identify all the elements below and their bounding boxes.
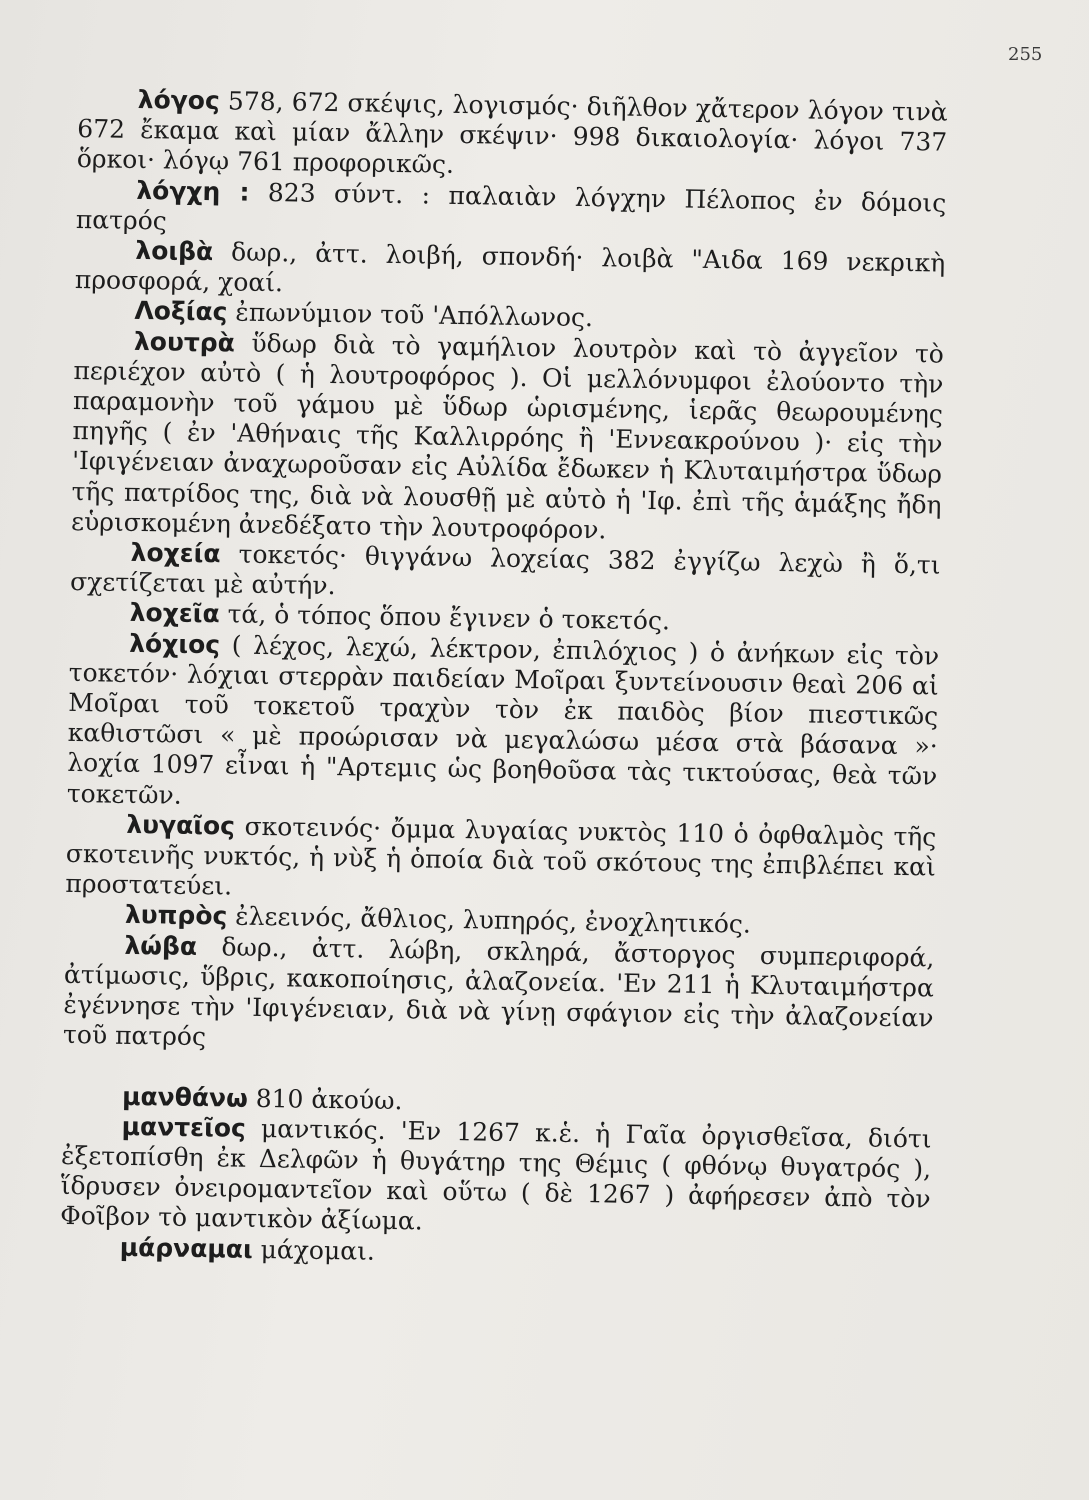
headword: λουτρὰ [133, 326, 236, 358]
definition: μάχομαι. [260, 1234, 376, 1266]
entry-logos [77, 84, 948, 188]
headword: μανθάνω [121, 1081, 249, 1113]
definition: ὕδωρ διὰ τὸ γαμήλιον λουτρὸν καὶ τὸ ἀγγεῖον τὸ περιέχον αὐτὸ ( ἡ λουτροφόρος ). Οἱ μελλόνυμφοι ἐλούοντο τὴν παραμονὴν τοῦ γάμου μὲ ὕδωρ ὡρισμένης, ἱερᾶς θεωρουμένης πηγῆς ( ἐν 'Αθήναις τῆς Καλλιρρόης ἢ 'Εννεακρούνου )· εἰς τὴν 'Ιφιγένειαν ἀναχωροῦσαν εἰς Αὐλίδα ἔδωκεν ἡ Κλυταιμήστρα ὕδωρ τῆς πατρίδος της, διὰ νὰ λουσθῇ μὲ αὐτὸ ἡ 'Ιφ. ἐπὶ τῆς ἁμάξης ἤδη εὑρισκομένη ἀνεδέξατο τὴν λουτροφόρον. [70, 328, 945, 545]
headword: λώβα [124, 930, 198, 961]
definition: 810 ἀκούω. [255, 1083, 403, 1115]
headword: μαντεῖος [121, 1111, 247, 1143]
headword: μάρναμαι [119, 1232, 253, 1264]
headword: λυπρὸς [124, 900, 228, 931]
entry-loutra [71, 326, 944, 551]
definition: τά, ὁ τόπος ὅπου ἔγινεν ὁ τοκετός. [227, 599, 671, 636]
headword: λοχεία [130, 537, 221, 569]
entry-manteios [60, 1111, 932, 1245]
headword: λοχεῖα [129, 598, 220, 629]
definition: δωρ., ἀττ. λώβη, σκληρά, ἄστοργος συμπεριφορά, ἀτίμωσις, ὕβρις, κακοποίησις, ἀλαζονεία. 'Εν 211 ἡ Κλυταιμήστρα ἐγέννησε τὴν 'Ιφιγένειαν, διὰ νὰ γίνῃ σφάγιον εἰς τὴν ἀλαζονείαν τοῦ πατρός [62, 932, 935, 1052]
headword: Λοξίας [134, 296, 228, 327]
definition: σκοτεινός· ὄμμα λυγαίας νυκτὸς 110 ὁ ὀφθαλμὸς τῆς σκοτεινῆς νυκτός, ἡ νὺξ ἡ ὁποία διὰ τοῦ σκότους της ἐπιβλέπει καὶ προστατεύει. [65, 811, 937, 901]
definition: 578, 672 σκέψις, λογισμός· διῆλθον χἄτερον λόγον τινὰ 672 ἔκαμα καὶ μίαν ἄλλην σκέψιν· 998 δικαιολογία· λόγοι 737 ὅρκοι· λόγῳ 761 προφορικῶς. [76, 86, 948, 180]
definition: τοκετός· θιγγάνω λοχείας 382 ἐγγίζω λεχὼ ἢ ὅ,τι σχετίζεται μὲ αὐτήν. [69, 539, 941, 601]
definition: δωρ., ἀττ. λοιβή, σπονδή· λοιβὰ "Αιδα 169 νεκρικὴ προσφορά, χοαί. [74, 237, 946, 298]
entry-lygaios [65, 809, 936, 913]
definition: ( λέχος, λεχώ, λέκτρον, ἐπιλόχιος ) ὁ ἀνήκων εἰς τὸν τοκετόν· λόχιαι στερρὰν παιδείαν Μοῖραι ξυντείνουσιν θεαὶ 206 αἱ Μοῖραι τοῦ τοκετοῦ τραχὺν τὸν ἐκ παιδὸς βίον πιεστικῶς καθιστῶσι « μὲ προώρισαν νὰ μεγαλώσω μέσα στὰ βάσανα »· λοχία 1097 εἶναι ἡ "Αρτεμις ὡς βοηθοῦσα τὰς τικτούσας, θεὰ τῶν τοκετῶν. [66, 630, 940, 810]
dictionary-text [60, 84, 948, 1275]
headword: λόχιος [128, 628, 221, 659]
entry-loba [63, 930, 935, 1064]
definition: ἐλεεινός, ἄθλιος, λυπηρός, ἐνοχλητικός. [235, 902, 752, 940]
page-number: 255 [1008, 44, 1043, 65]
headword: λοιβὰ [135, 235, 214, 267]
headword: λόγος [137, 84, 221, 116]
definition: 823 σύντ. : παλαιὰν λόγχην Πέλοπος ἐν δόμοις πατρός [75, 177, 947, 236]
definition: ἐπωνύμιον τοῦ 'Απόλλωνος. [235, 297, 594, 333]
entry-lochios [67, 628, 940, 823]
headword: λόγχη : [136, 175, 250, 207]
headword: λυγαῖος [126, 809, 236, 841]
definition: μαντικός. 'Εν 1267 κ.ἑ. ἡ Γαῖα ὀργισθεῖσα, διότι ἐξετοπίσθη ἐκ Δελφῶν ἡ θυγάτηρ της Θέμις ( φθόνῳ θυγατρός ), ἵδρυσεν ὀνειρομαντεῖον καὶ οὕτω ( δὲ 1267 ) ἀφήρεσεν ἀπὸ τὸν Φοῖβον τὸ μαντικὸν ἀξίωμα. [59, 1113, 932, 1236]
